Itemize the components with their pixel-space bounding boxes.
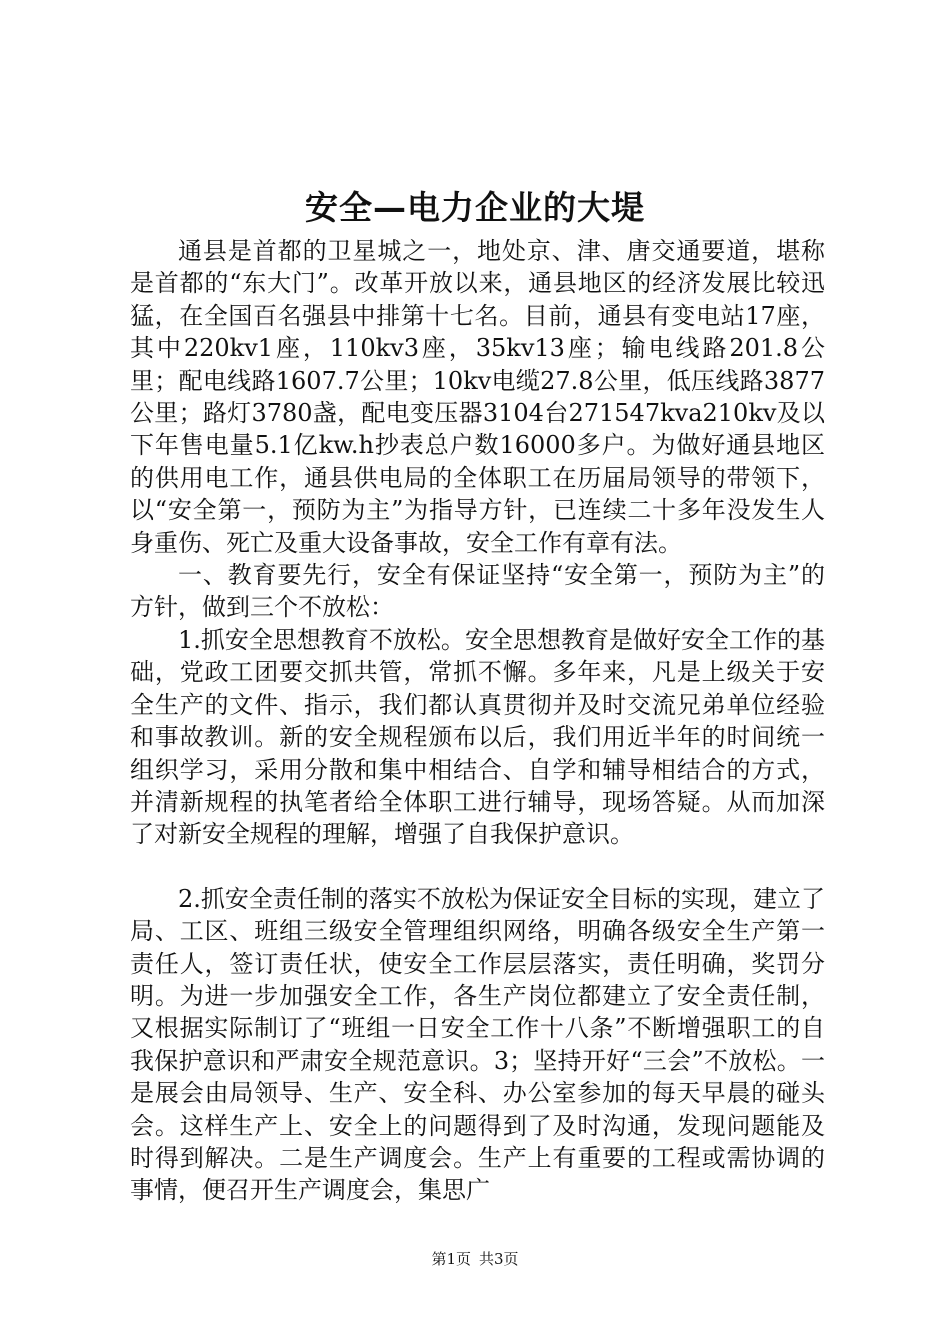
paragraph-item-2: 2.抓安全责任制的落实不放松为保证安全目标的实现，建立了局、工区、班组三级安全管理组织网络，明确各级安全生产第一责任人，签订责任状，使安全工作层层落实，责任明确，奖罚分明。为进一步加强安全工作，各生产岗位都建立了安全责任制，又根据实际制订了“班组一日安全工作十八条”不断增强职工的自我保护意识和严肃安全规范意识。3；坚持开好“三会”不放松。一是展会由局领导、生产、安全科、办公室参加的每天早晨的碰头会。这样生产上、安全上的问题得到了及时沟通，发现问题能及时得到解决。二是生产调度会。生产上有重要的工程或需协调的事情，便召开生产调度会，集思广 [130, 884, 825, 1205]
page-total: 共3页 [479, 1250, 519, 1268]
paragraph-intro: 通县是首都的卫星城之一，地处京、津、唐交通要道，堪称是首都的“东大门”。改革开放以来，通县地区的经济发展比较迅猛，在全国百名强县中排第十七名。目前，通县有变电站17座，其中220kv1座，110kv3座，35kv13座；输电线路201.8公里；配电线路1607.7公里；10kv电缆27.8公里，低压线路3877公里；路灯3780盏，配电变压器3104台271547kva210kv及以下年售电量5.1亿kw.h抄表总户数16000多户。为做好通县地区的供用电工作，通县供电局的全体职工在历届局领导的带领下，以“安全第一，预防为主”为指导方针，已连续二十多年没发生人身重伤、死亡及重大设备事故，安全工作有章有法。 [130, 237, 825, 557]
paragraph-item-1: 1.抓安全思想教育不放松。安全思想教育是做好安全工作的基础，党政工团要交抓共管，常抓不懈。多年来，凡是上级关于安全生产的文件、指示，我们都认真贯彻并及时交流兄弟单位经验和事故教训。新的安全规程颁布以后，我们用近半年的时间统一组织学习，采用分散和集中相结合、自学和辅导相结合的方式，并清新规程的执笔者给全体职工进行辅导，现场答疑。从而加深了对新安全规程的理解，增强了自我保护意识。 [130, 625, 825, 849]
page-footer [0, 1248, 950, 1269]
document-body [130, 235, 825, 1207]
paragraph-section-heading: 一、教育要先行，安全有保证坚持“安全第一，预防为主”的方针，做到三个不放松： [130, 561, 825, 622]
document-title: 安全—电力企业的大堤 [305, 188, 645, 227]
page-number: 第1页 [431, 1250, 471, 1268]
